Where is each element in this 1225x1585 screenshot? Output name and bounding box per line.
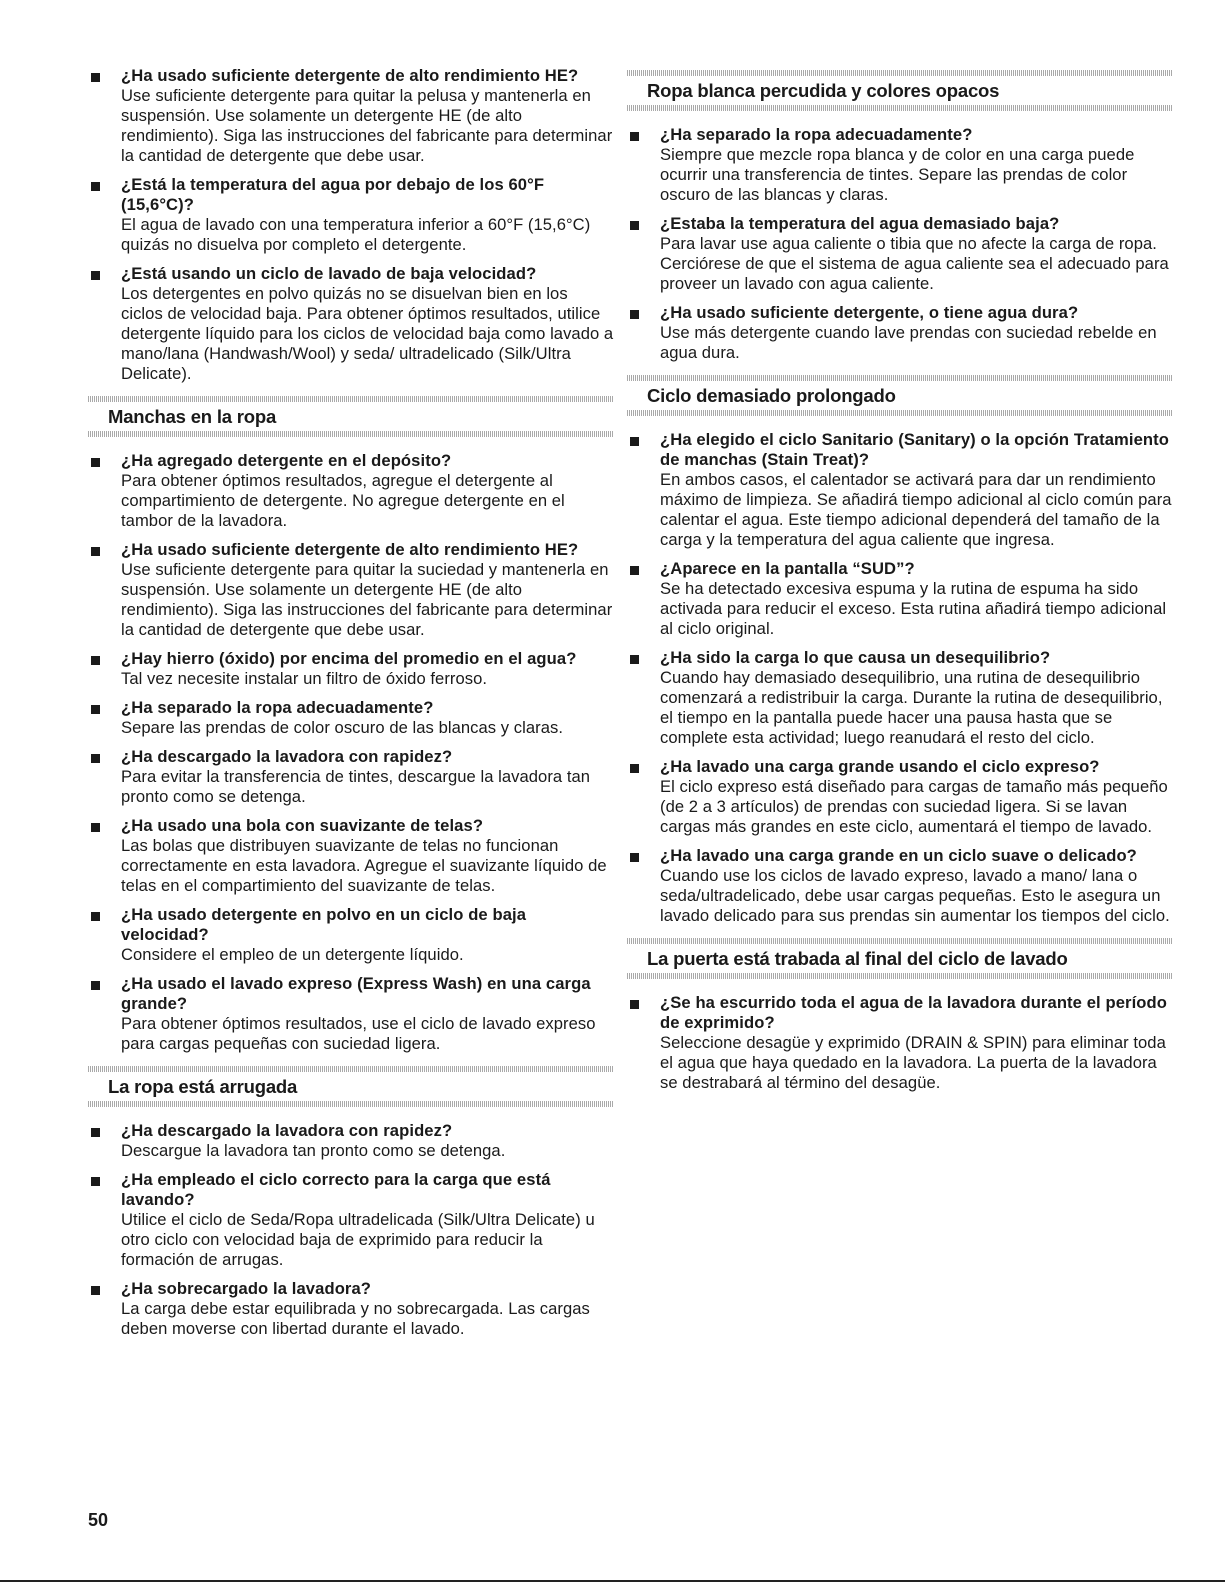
item-question: ¿Ha lavado una carga grande usando el ciclo expreso? <box>660 757 1100 776</box>
item-question: ¿Ha elegido el ciclo Sanitario (Sanitary) o la opción Tratamiento de manchas (Stain Treat)? <box>660 430 1170 469</box>
item-answer: Siempre que mezcle ropa blanca y de color en una carga puede ocurrir una transferencia de tintes. Separe las prendas de color oscuro de las blancas y claras. <box>660 145 1135 204</box>
item-answer: Para lavar use agua caliente o tibia que no afecte la carga de ropa. Cerciórese de que el sistema de agua caliente sea el adecuado para proveer un lavado con agua caliente. <box>660 234 1169 293</box>
item-answer: Considere el empleo de un detergente líquido. <box>121 945 464 964</box>
item-question: ¿Ha usado suficiente detergente, o tiene agua dura? <box>660 303 1079 322</box>
section-door-locked-items <box>627 993 1172 1093</box>
item-question: ¿Está usando un ciclo de lavado de baja velocidad? <box>121 264 537 283</box>
item-answer: Cuando hay demasiado desequilibrio, una rutina de desequilibrio comenzará a redistribuir la carga. Durante la rutina de desequilibrio, el tiempo en la pantalla puede hacer una pausa hasta que se complete esta actividad; luego reanudará el resto del ciclo. <box>660 668 1163 747</box>
item-answer: Use suficiente detergente para quitar la pelusa y mantenerla en suspensión. Use solamente un detergente HE (de alto rendimiento). Siga las instrucciones del fabricante para determinar la cantidad de detergente que debe usar. <box>121 86 613 165</box>
list-item <box>627 559 1172 639</box>
list-item <box>88 1170 614 1270</box>
list-item <box>88 747 614 807</box>
bullet-icon <box>91 1177 100 1186</box>
item-answer: Se ha detectado excesiva espuma y la rutina de espuma ha sido activada para reducir el exceso. Esta rutina añadirá tiempo adicional al ciclo original. <box>660 579 1167 638</box>
list-item <box>627 214 1172 294</box>
hatch-divider <box>627 105 1172 111</box>
list-item <box>88 540 614 640</box>
list-item <box>88 816 614 896</box>
item-question: ¿Ha usado una bola con suavizante de telas? <box>121 816 484 835</box>
item-question: ¿Ha empleado el ciclo correcto para la carga que está lavando? <box>121 1170 551 1209</box>
item-answer: Tal vez necesite instalar un filtro de óxido ferroso. <box>121 669 488 688</box>
list-item <box>88 1121 614 1161</box>
list-item <box>88 1279 614 1339</box>
section-long-cycle-items <box>627 430 1172 926</box>
bullet-icon <box>630 1000 639 1009</box>
bottom-rule <box>0 1580 1225 1582</box>
hatch-divider <box>88 396 614 402</box>
bullet-icon <box>91 1286 100 1295</box>
item-question: ¿Estaba la temperatura del agua demasiado baja? <box>660 214 1060 233</box>
item-question: ¿Ha usado detergente en polvo en un ciclo de baja velocidad? <box>121 905 527 944</box>
item-question: ¿Se ha escurrido toda el agua de la lavadora durante el período de exprimido? <box>660 993 1168 1032</box>
item-question: ¿Ha separado la ropa adecuadamente? <box>121 698 434 717</box>
item-question: ¿Ha separado la ropa adecuadamente? <box>660 125 973 144</box>
item-answer: Descargue la lavadora tan pronto como se detenga. <box>121 1141 506 1160</box>
bullet-icon <box>91 705 100 714</box>
item-question: ¿Aparece en la pantalla “SUD”? <box>660 559 915 578</box>
list-item <box>627 303 1172 363</box>
list-item <box>88 66 614 166</box>
section-header-door-locked <box>627 938 1172 979</box>
section-title: Manchas en la ropa <box>108 406 277 427</box>
list-item <box>88 451 614 531</box>
bullet-icon <box>630 655 639 664</box>
item-answer: Para obtener óptimos resultados, use el ciclo de lavado expreso para cargas pequeñas con suciedad ligera. <box>121 1014 596 1053</box>
hatch-divider <box>88 1066 614 1072</box>
list-item <box>627 430 1172 550</box>
list-item <box>88 698 614 738</box>
list-item <box>88 974 614 1054</box>
section-title: La ropa está arrugada <box>108 1076 298 1097</box>
bullet-icon <box>630 566 639 575</box>
item-answer: Las bolas que distribuyen suavizante de telas no funcionan correctamente en esta lavadora. Agregue el suavizante líquido de telas en el compartimiento del suavizante de telas. <box>121 836 607 895</box>
item-answer: Para obtener óptimos resultados, agregue el detergente al compartimiento de detergente. No agregue detergente en el tambor de la lavadora. <box>121 471 565 530</box>
intro-items <box>88 66 614 384</box>
section-wrinkled-items <box>88 1121 614 1339</box>
item-answer: Seleccione desagüe y exprimido (DRAIN & SPIN) para eliminar toda el agua que haya quedado en la lavadora. La puerta de la lavadora se destrabará al término del desagüe. <box>660 1033 1166 1092</box>
item-answer: La carga debe estar equilibrada y no sobrecargada. Las cargas deben moverse con libertad durante el lavado. <box>121 1299 590 1338</box>
bullet-icon <box>630 221 639 230</box>
right-column <box>627 66 1172 1102</box>
item-answer: Utilice el ciclo de Seda/Ropa ultradelicada (Silk/Ultra Delicate) u otro ciclo con velocidad baja de exprimido para reducir la formación de arrugas. <box>121 1210 595 1269</box>
item-answer: En ambos casos, el calentador se activará para dar un rendimiento máximo de limpieza. Se añadirá tiempo adicional al ciclo común para calentar el agua. Este tiempo adicional dependerá del tamaño de la carga y la temperatura del agua caliente que ingresa. <box>660 470 1172 549</box>
item-question: ¿Ha usado el lavado expreso (Express Wash) en una carga grande? <box>121 974 591 1013</box>
item-answer: El agua de lavado con una temperatura inferior a 60°F (15,6°C) quizás no disuelva por completo el detergente. <box>121 215 591 254</box>
section-title: Ciclo demasiado prolongado <box>647 385 896 406</box>
item-question: ¿Hay hierro (óxido) por encima del promedio en el agua? <box>121 649 577 668</box>
hatch-divider <box>627 70 1172 76</box>
list-item <box>88 264 614 384</box>
item-question: ¿Ha sobrecargado la lavadora? <box>121 1279 372 1298</box>
list-item <box>627 125 1172 205</box>
item-answer: Para evitar la transferencia de tintes, descargue la lavadora tan pronto como se detenga. <box>121 767 591 806</box>
hatch-divider <box>88 431 614 437</box>
item-question: ¿Ha descargado la lavadora con rapidez? <box>121 747 453 766</box>
bullet-icon <box>630 853 639 862</box>
item-question: ¿Ha lavado una carga grande en un ciclo suave o delicado? <box>660 846 1137 865</box>
bullet-icon <box>91 73 100 82</box>
section-title: La puerta está trabada al final del ciclo de lavado <box>647 948 1068 969</box>
bullet-icon <box>91 656 100 665</box>
section-stains-items <box>88 451 614 1054</box>
section-title: Ropa blanca percudida y colores opacos <box>647 80 1000 101</box>
bullet-icon <box>91 754 100 763</box>
list-item <box>627 648 1172 748</box>
list-item <box>627 993 1172 1093</box>
bullet-icon <box>630 132 639 141</box>
bullet-icon <box>91 1128 100 1137</box>
hatch-divider <box>627 410 1172 416</box>
bullet-icon <box>91 271 100 280</box>
bullet-icon <box>91 182 100 191</box>
list-item <box>88 175 614 255</box>
item-answer: Los detergentes en polvo quizás no se disuelvan bien en los ciclos de velocidad baja. Para obtener óptimos resultados, utilice detergente líquido para los ciclos de velocidad baja como lavado a mano/lana (Handwash/Wool) y seda/ ultradelicado (Silk/Ultra Delicate). <box>121 284 614 383</box>
list-item <box>627 757 1172 837</box>
list-item <box>88 649 614 689</box>
item-question: ¿Ha usado suficiente detergente de alto rendimiento HE? <box>121 66 579 85</box>
section-header-stains <box>88 396 614 437</box>
bullet-icon <box>630 437 639 446</box>
left-column <box>88 66 614 1348</box>
bullet-icon <box>91 547 100 556</box>
hatch-divider <box>627 973 1172 979</box>
hatch-divider <box>627 938 1172 944</box>
item-question: ¿Está la temperatura del agua por debajo de los 60°F (15,6°C)? <box>121 175 545 214</box>
list-item <box>627 846 1172 926</box>
section-header-long-cycle <box>627 375 1172 416</box>
page-number: 50 <box>88 1510 109 1530</box>
item-answer: Use más detergente cuando lave prendas con suciedad rebelde en agua dura. <box>660 323 1157 362</box>
item-question: ¿Ha usado suficiente detergente de alto rendimiento HE? <box>121 540 579 559</box>
bullet-icon <box>630 764 639 773</box>
section-header-wrinkled <box>88 1066 614 1107</box>
item-answer: Cuando use los ciclos de lavado expreso, lavado a mano/ lana o seda/ultradelicado, debe usar cargas pequeñas. Esto le asegura un lavado delicado para sus prendas sin aumentar los tiempos del ciclo. <box>660 866 1170 925</box>
bullet-icon <box>91 912 100 921</box>
hatch-divider <box>627 375 1172 381</box>
bullet-icon <box>91 823 100 832</box>
item-question: ¿Ha descargado la lavadora con rapidez? <box>121 1121 453 1140</box>
list-item <box>88 905 614 965</box>
item-answer: Use suficiente detergente para quitar la suciedad y mantenerla en suspensión. Use solamente un detergente HE (de alto rendimiento). Siga las instrucciones del fabricante para determinar la cantidad de detergente que debe usar. <box>121 560 613 639</box>
bullet-icon <box>91 458 100 467</box>
item-question: ¿Ha agregado detergente en el depósito? <box>121 451 452 470</box>
item-question: ¿Ha sido la carga lo que causa un desequilibrio? <box>660 648 1051 667</box>
hatch-divider <box>88 1101 614 1107</box>
bullet-icon <box>630 310 639 319</box>
item-answer: Separe las prendas de color oscuro de las blancas y claras. <box>121 718 564 737</box>
item-answer: El ciclo expreso está diseñado para cargas de tamaño más pequeño (de 2 a 3 artículos) de prendas con suciedad ligera. Si se lavan cargas más grandes en este ciclo, aumentará el tiempo de lavado. <box>660 777 1168 836</box>
section-header-dingy <box>627 70 1172 111</box>
section-dingy-items <box>627 125 1172 363</box>
bullet-icon <box>91 981 100 990</box>
